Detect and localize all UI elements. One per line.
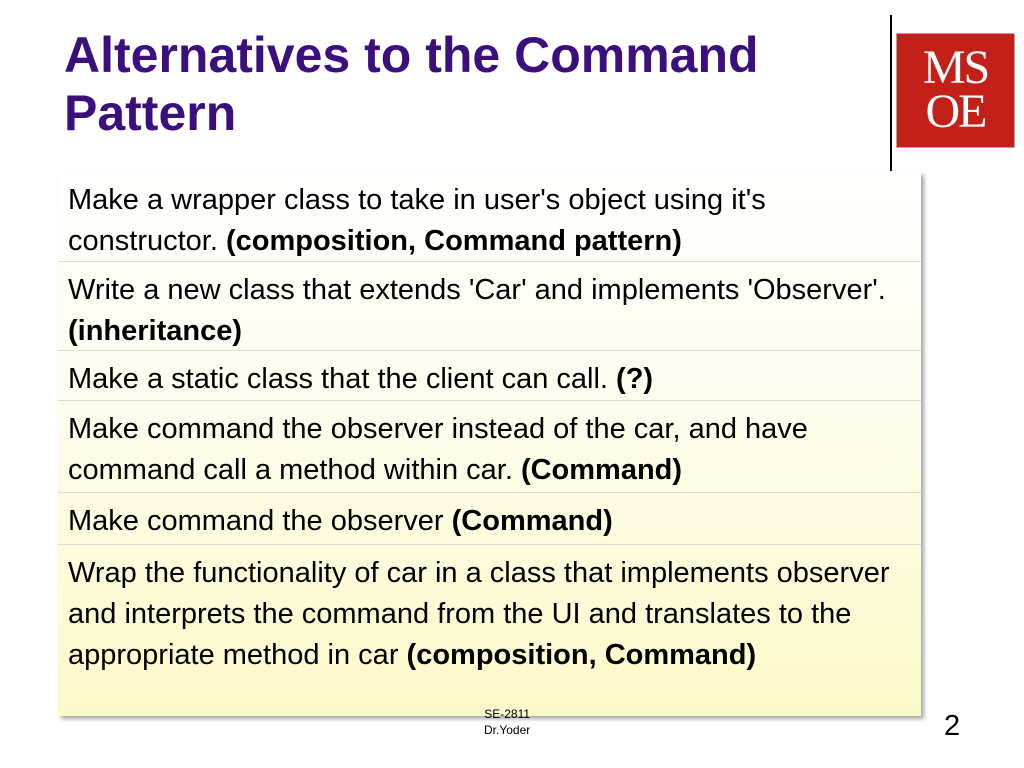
alternative-tag: (Command) — [451, 505, 613, 537]
title-divider — [890, 15, 892, 171]
alternative-text: Wrap the functionality of car in a class that implements observer and interprets the command from the UI and translates to the appropriate method in car — [68, 557, 890, 671]
alternative-tag: (Command) — [520, 454, 683, 486]
alternative-tag: (composition, Command) — [406, 639, 757, 671]
alternative-tag: (?) — [616, 363, 654, 395]
alternative-tag: (inheritance) — [68, 315, 243, 347]
slide-title: Alternatives to the Command Pattern — [64, 27, 759, 141]
msoe-logo — [896, 33, 1015, 148]
alternative-tag: (composition, Command pattern) — [225, 225, 682, 257]
footer-author: Dr.Yoder — [484, 723, 531, 737]
alternative-item — [58, 351, 921, 401]
footer-course: SE-2811 — [484, 707, 531, 721]
alternative-item — [58, 493, 921, 545]
alternative-text: Make command the observer — [68, 505, 444, 537]
alternatives-list — [58, 172, 921, 716]
alternative-text: Make command the observer instead of the car, and have command call a method within car. — [68, 413, 808, 486]
alternative-text: Make a wrapper class to take in user's object using it's constructor. — [68, 184, 766, 257]
page-number: 2 — [944, 710, 961, 742]
alternative-text: Make a static class that the client can call. — [68, 363, 608, 395]
msoe-logo-letters: MS OE — [922, 41, 989, 138]
alternative-item — [58, 401, 921, 493]
slide-footer — [484, 706, 530, 738]
alternative-item — [58, 262, 921, 351]
alternative-item — [58, 545, 921, 716]
alternative-item — [58, 172, 921, 262]
alternative-text: Write a new class that extends 'Car' and implements 'Observer'. — [68, 274, 886, 306]
